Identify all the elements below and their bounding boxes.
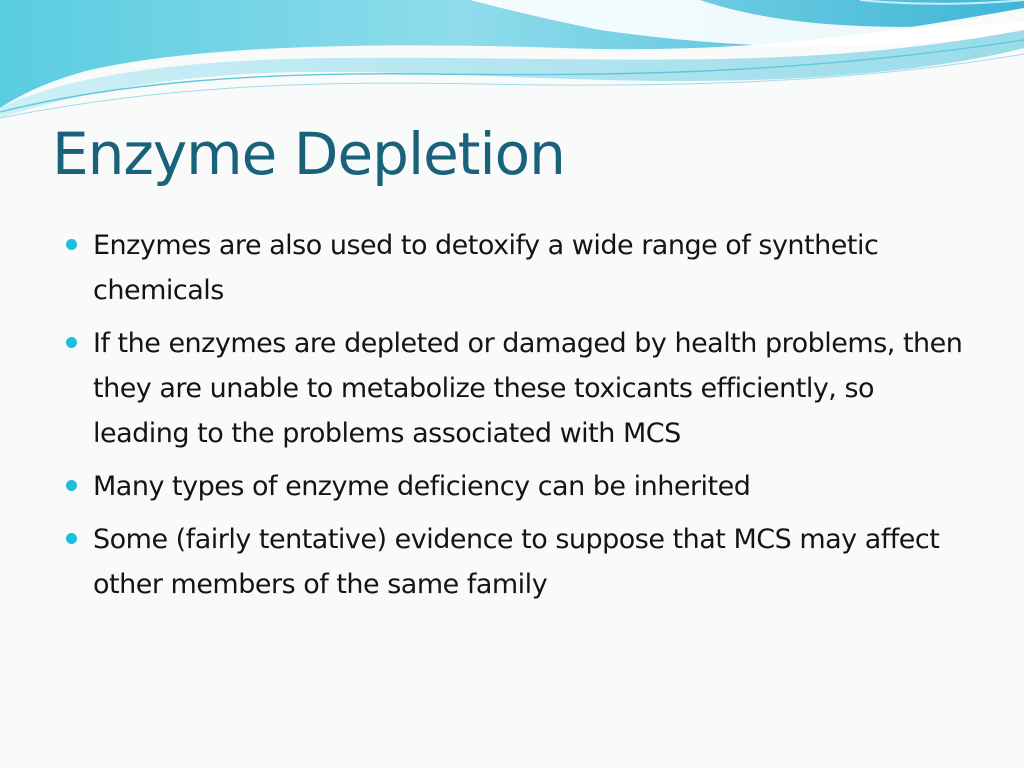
bullet-dot-icon xyxy=(66,337,77,348)
bullet-text: Some (fairly tentative) evidence to suppose that MCS may affect other members of the same family xyxy=(93,524,940,600)
slide-title: Enzyme Depletion xyxy=(52,120,565,188)
bullet-item xyxy=(66,464,966,509)
bullet-text: Many types of enzyme deficiency can be inherited xyxy=(93,471,751,502)
bullet-dot-icon xyxy=(66,239,77,250)
decorative-wave-banner xyxy=(0,0,1024,130)
bullet-dot-icon xyxy=(66,480,77,491)
bullet-dot-icon xyxy=(66,533,77,544)
bullet-text: Enzymes are also used to detoxify a wide range of synthetic chemicals xyxy=(93,230,879,306)
bullet-item xyxy=(66,321,966,456)
bullet-item xyxy=(66,223,966,313)
bullet-item xyxy=(66,517,966,607)
bullet-list xyxy=(66,223,966,615)
bullet-text: If the enzymes are depleted or damaged by health problems, then they are unable to metabolize these toxicants efficiently, so leading to the problems associated with MCS xyxy=(93,328,963,449)
